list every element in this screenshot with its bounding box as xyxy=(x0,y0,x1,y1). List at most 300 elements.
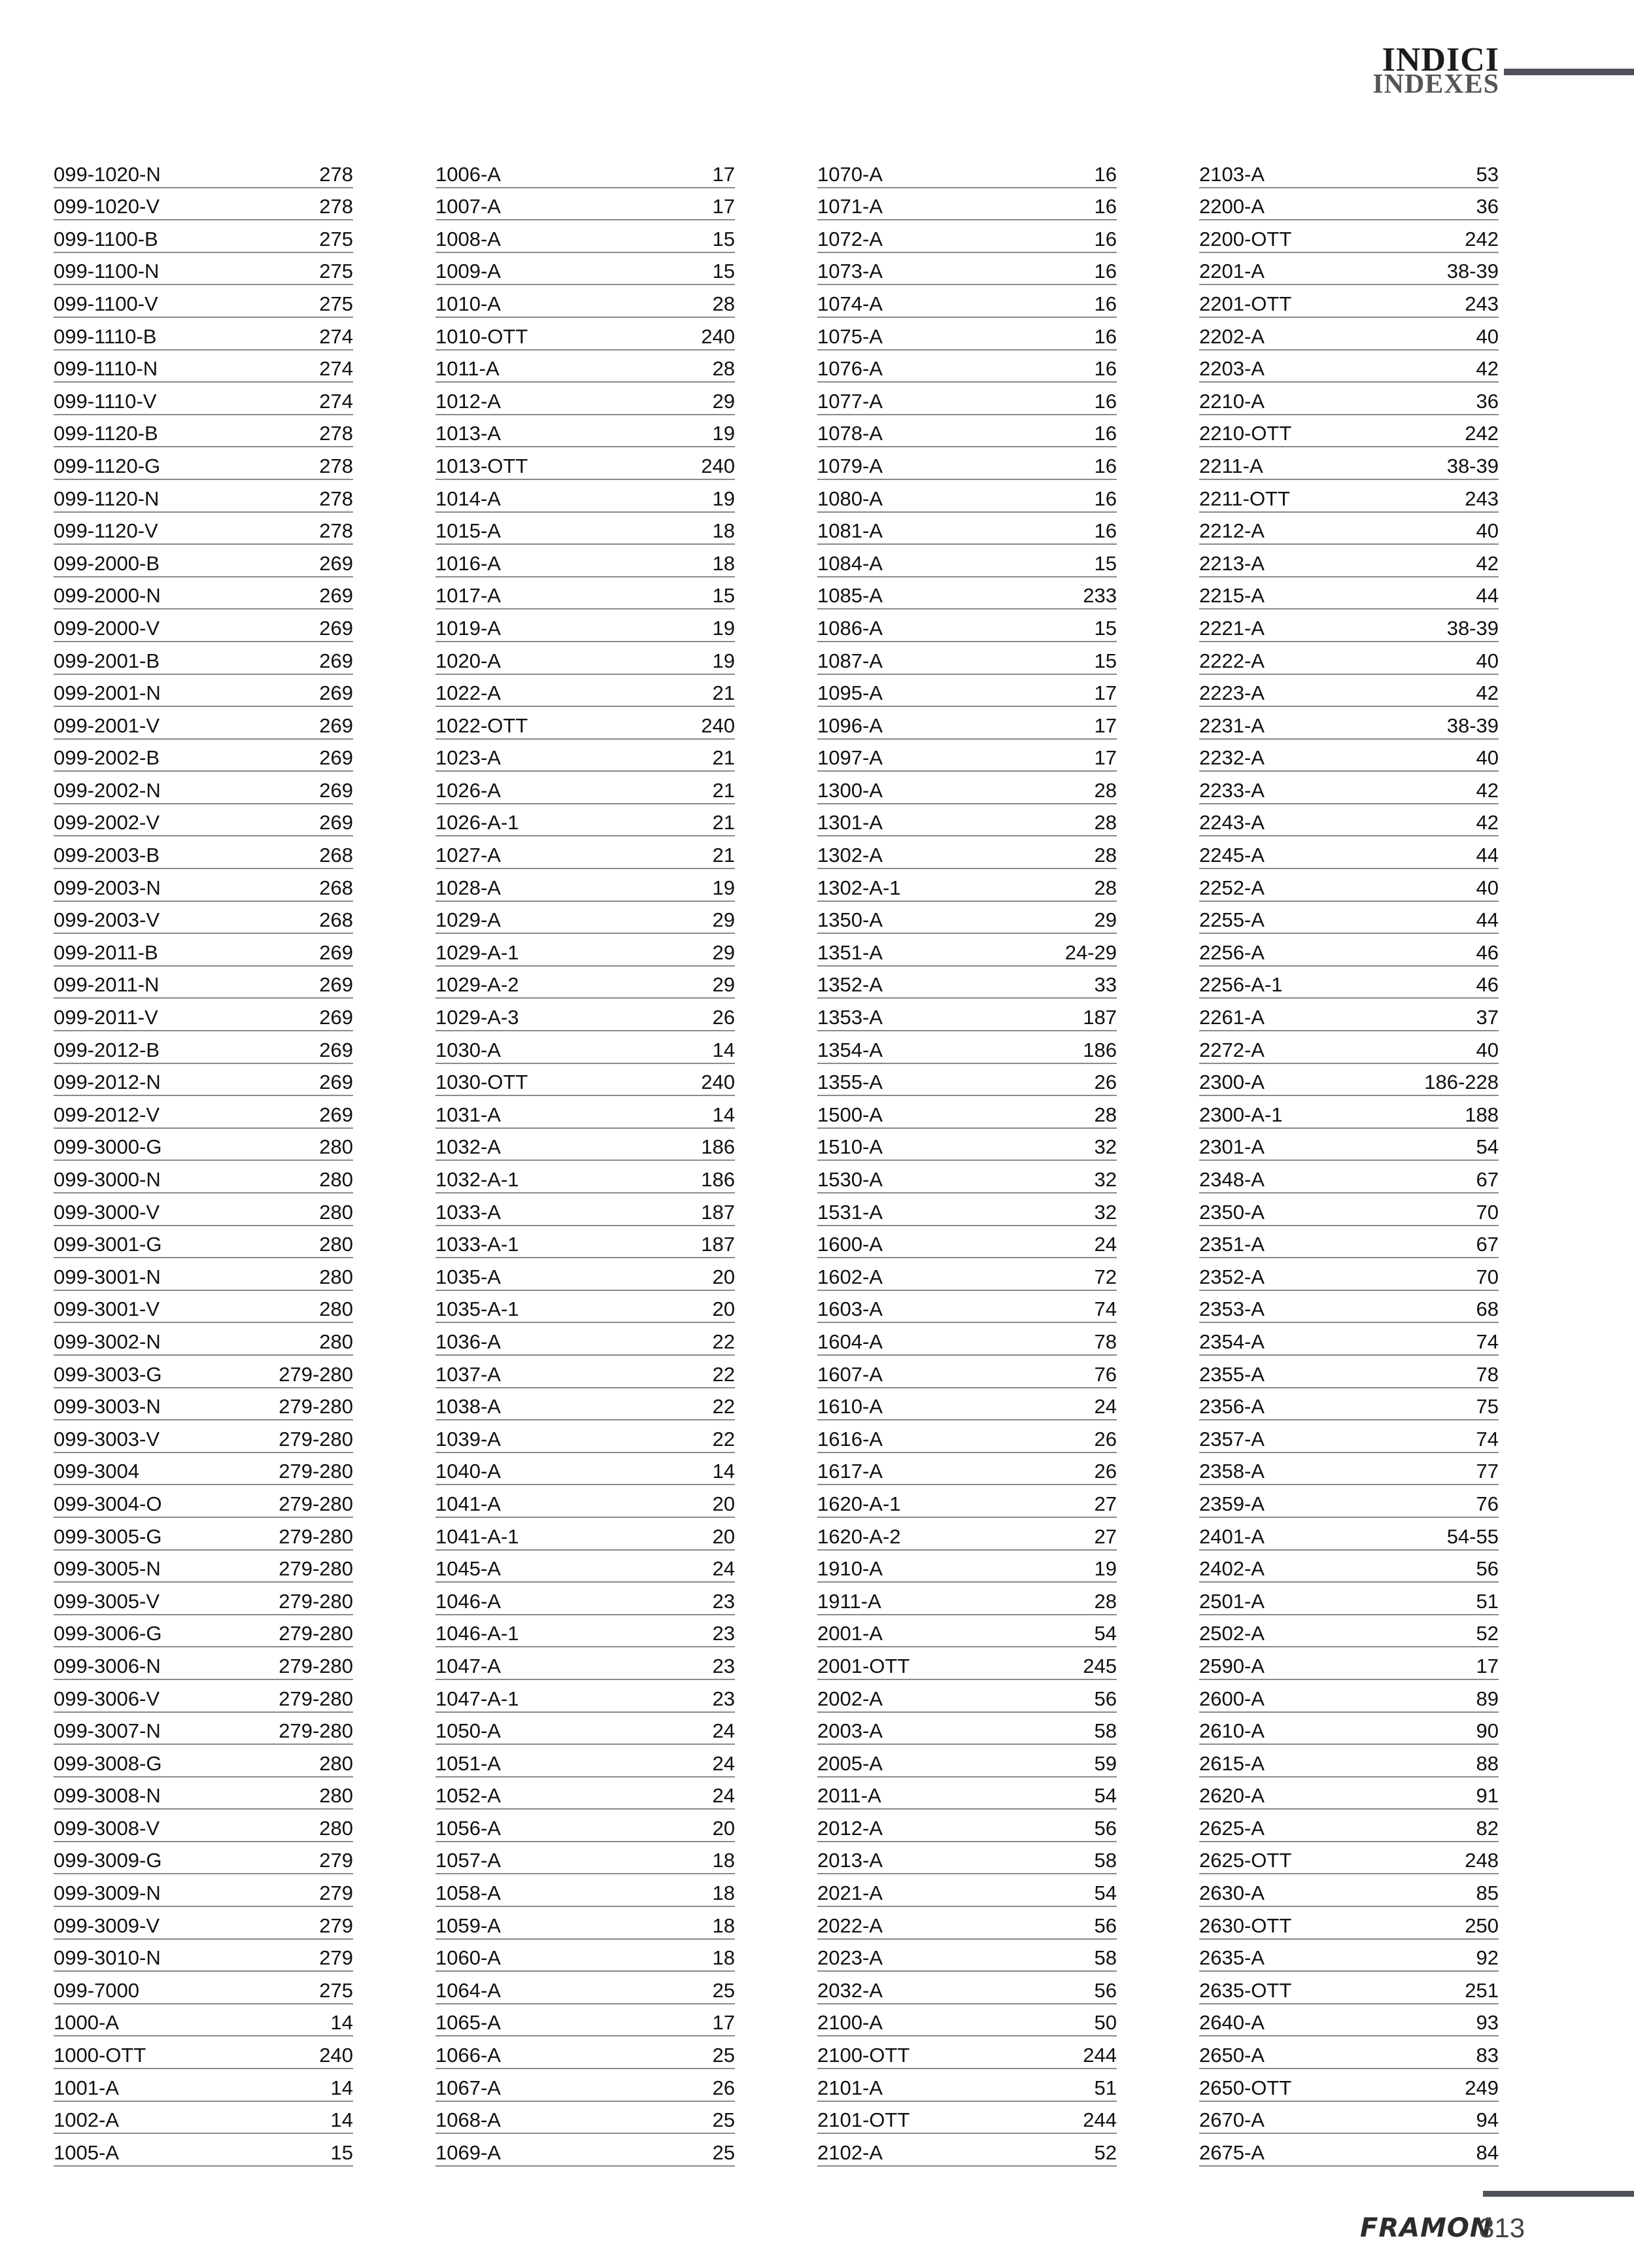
page-reference: 22 xyxy=(712,1362,735,1386)
product-code: 1016-A xyxy=(435,551,501,575)
product-code: 1039-A xyxy=(435,1427,501,1451)
product-code: 1047-A xyxy=(435,1654,501,1677)
product-code: 2356-A xyxy=(1199,1395,1265,1418)
product-code: 099-3003-V xyxy=(54,1427,160,1451)
product-code: 1022-A xyxy=(435,681,501,705)
index-entry xyxy=(435,804,735,837)
product-code: 1531-A xyxy=(817,1200,883,1224)
product-code: 1617-A xyxy=(817,1460,883,1483)
index-entry xyxy=(435,2036,735,2069)
index-entry xyxy=(817,2004,1117,2037)
page-reference: 56 xyxy=(1094,1816,1117,1840)
index-entry xyxy=(817,642,1117,675)
index-entry xyxy=(1199,902,1499,935)
product-code: 2021-A xyxy=(817,1881,883,1905)
product-code: 099-3003-N xyxy=(54,1395,161,1418)
product-code: 1032-A-1 xyxy=(435,1168,519,1191)
index-column-1 xyxy=(54,156,353,2167)
product-code: 1035-A-1 xyxy=(435,1297,519,1321)
product-code: 099-2001-N xyxy=(54,681,161,705)
product-code: 099-2002-V xyxy=(54,811,160,834)
index-entry xyxy=(435,707,735,740)
index-entry xyxy=(435,740,735,772)
product-code: 2502-A xyxy=(1199,1622,1265,1645)
index-entry xyxy=(817,2036,1117,2069)
index-entry xyxy=(54,1842,353,1875)
page-reference: 54 xyxy=(1094,1784,1117,1808)
product-code: 1058-A xyxy=(435,1881,501,1905)
product-code: 1075-A xyxy=(817,324,883,348)
index-entry xyxy=(1199,2102,1499,2135)
index-entry xyxy=(817,318,1117,351)
index-column-4 xyxy=(1199,156,1499,2167)
index-entry xyxy=(435,1615,735,1648)
page-reference: 44 xyxy=(1476,584,1499,608)
page-reference: 36 xyxy=(1476,389,1499,413)
index-entry xyxy=(817,383,1117,415)
product-code: 2001-A xyxy=(817,1622,883,1645)
product-code: 099-3001-V xyxy=(54,1297,160,1321)
product-code: 2002-A xyxy=(817,1687,883,1710)
product-code: 1017-A xyxy=(435,584,501,608)
product-code: 1028-A xyxy=(435,876,501,899)
page-reference: 269 xyxy=(319,778,353,802)
page-reference: 20 xyxy=(712,1492,735,1515)
page-reference: 29 xyxy=(712,389,735,413)
page-reference: 90 xyxy=(1476,1719,1499,1743)
index-entry xyxy=(435,1096,735,1129)
index-entry xyxy=(435,1940,735,1972)
page-reference: 26 xyxy=(712,1006,735,1029)
page-reference: 279-280 xyxy=(279,1557,353,1581)
index-entry xyxy=(54,1194,353,1226)
index-entry xyxy=(817,1778,1117,1810)
product-code: 2635-A xyxy=(1199,1946,1265,1970)
page-reference: 274 xyxy=(319,324,353,348)
index-entry xyxy=(1199,740,1499,772)
product-code: 2252-A xyxy=(1199,876,1265,899)
page-reference: 279-280 xyxy=(279,1654,353,1677)
page-reference: 269 xyxy=(319,681,353,705)
product-code: 1300-A xyxy=(817,778,883,802)
product-code: 1026-A-1 xyxy=(435,811,519,834)
product-code: 1022-OTT xyxy=(435,713,528,737)
product-code: 1610-A xyxy=(817,1395,883,1418)
index-entry xyxy=(1199,1031,1499,1064)
index-entry xyxy=(1199,675,1499,708)
index-entry xyxy=(435,1453,735,1486)
product-code: 1355-A xyxy=(817,1071,883,1094)
page-reference: 52 xyxy=(1476,1622,1499,1645)
page-reference: 186 xyxy=(701,1135,735,1159)
product-code: 1029-A-3 xyxy=(435,1006,519,1029)
index-entry xyxy=(1199,1810,1499,1842)
index-entry xyxy=(435,513,735,545)
index-entry xyxy=(817,1323,1117,1356)
product-code: 2100-OTT xyxy=(817,2044,910,2067)
index-entry xyxy=(1199,999,1499,1031)
footer-rule xyxy=(1483,2191,1634,2197)
index-entry xyxy=(1199,351,1499,383)
product-code: 1074-A xyxy=(817,292,883,315)
page-reference: 40 xyxy=(1476,746,1499,770)
index-entry xyxy=(435,1583,735,1615)
index-entry xyxy=(54,513,353,545)
brand-logo: FRAMON xyxy=(1360,2213,1493,2243)
product-code: 1081-A xyxy=(817,519,883,543)
page-reference: 269 xyxy=(319,1006,353,1029)
product-code: 2256-A xyxy=(1199,940,1265,964)
page-reference: 26 xyxy=(712,2076,735,2099)
header-rule xyxy=(1504,69,1634,75)
page-reference: 77 xyxy=(1476,1460,1499,1483)
page-reference: 19 xyxy=(712,649,735,672)
page-reference: 268 xyxy=(319,844,353,867)
product-code: 1008-A xyxy=(435,227,501,250)
product-code: 099-3001-G xyxy=(54,1233,162,1256)
product-code: 099-1100-N xyxy=(54,260,160,283)
index-entry xyxy=(817,1940,1117,1972)
index-entry xyxy=(54,675,353,708)
product-code: 1032-A xyxy=(435,1135,501,1159)
product-code: 1010-A xyxy=(435,292,501,315)
page-reference: 21 xyxy=(712,746,735,770)
product-code: 1040-A xyxy=(435,1460,501,1483)
page-reference: 28 xyxy=(1094,811,1117,834)
product-code: 2001-OTT xyxy=(817,1654,910,1677)
product-code: 1005-A xyxy=(54,2140,119,2164)
page-reference: 251 xyxy=(1465,1978,1499,2002)
index-entry xyxy=(54,2134,353,2167)
index-entry xyxy=(435,1323,735,1356)
product-code: 2358-A xyxy=(1199,1460,1265,1483)
index-entry xyxy=(1199,513,1499,545)
page-reference: 278 xyxy=(319,487,353,510)
page-reference: 75 xyxy=(1476,1395,1499,1418)
product-code: 1002-A xyxy=(54,2108,119,2132)
page-reference: 29 xyxy=(1094,908,1117,932)
page-reference: 269 xyxy=(319,1103,353,1126)
product-code: 099-2000-N xyxy=(54,584,161,608)
product-code: 1029-A xyxy=(435,908,501,932)
product-code: 099-2012-N xyxy=(54,1071,161,1094)
product-code: 1302-A xyxy=(817,844,883,867)
product-code: 2013-A xyxy=(817,1849,883,1872)
product-code: 099-3008-V xyxy=(54,1816,160,1840)
index-entry xyxy=(435,188,735,221)
page-reference: 28 xyxy=(1094,844,1117,867)
page-reference: 240 xyxy=(701,713,735,737)
product-code: 2233-A xyxy=(1199,778,1265,802)
index-entry xyxy=(1199,1161,1499,1194)
page-reference: 78 xyxy=(1094,1330,1117,1353)
index-entry xyxy=(817,513,1117,545)
index-entry xyxy=(435,869,735,902)
product-code: 1020-A xyxy=(435,649,501,672)
product-code: 1096-A xyxy=(817,713,883,737)
index-entry xyxy=(817,999,1117,1031)
product-code: 2103-A xyxy=(1199,162,1265,186)
product-code: 1616-A xyxy=(817,1427,883,1451)
index-entry xyxy=(54,999,353,1031)
index-entry xyxy=(54,1129,353,1161)
product-code: 1050-A xyxy=(435,1719,501,1743)
page-reference: 42 xyxy=(1476,357,1499,381)
index-entry xyxy=(817,1031,1117,1064)
page-reference: 269 xyxy=(319,811,353,834)
page-reference: 53 xyxy=(1476,162,1499,186)
page-reference: 26 xyxy=(1094,1460,1117,1483)
product-code: 1607-A xyxy=(817,1362,883,1386)
product-code: 099-3010-N xyxy=(54,1946,161,1970)
product-code: 2101-A xyxy=(817,2076,883,2099)
product-code: 1071-A xyxy=(817,195,883,218)
page-reference: 22 xyxy=(712,1427,735,1451)
index-entry xyxy=(435,902,735,935)
product-code: 2300-A-1 xyxy=(1199,1103,1283,1126)
index-entry xyxy=(1199,253,1499,286)
index-entry xyxy=(435,2004,735,2037)
page-reference: 15 xyxy=(1094,551,1117,575)
index-entry xyxy=(1199,415,1499,448)
product-code: 1620-A-2 xyxy=(817,1524,901,1548)
product-code: 1600-A xyxy=(817,1233,883,1256)
index-entry xyxy=(435,480,735,513)
page-reference: 15 xyxy=(712,227,735,250)
index-entry xyxy=(435,1258,735,1291)
index-entry xyxy=(54,1940,353,1972)
page-reference: 74 xyxy=(1094,1297,1117,1321)
page-reference: 18 xyxy=(712,551,735,575)
product-code: 1013-OTT xyxy=(435,454,528,477)
product-code: 1060-A xyxy=(435,1946,501,1970)
page-reference: 42 xyxy=(1476,681,1499,705)
page-reference: 32 xyxy=(1094,1200,1117,1224)
index-entry xyxy=(817,1907,1117,1940)
product-code: 2213-A xyxy=(1199,551,1265,575)
product-code: 2211-OTT xyxy=(1199,487,1290,510)
page-reference: 25 xyxy=(712,2044,735,2067)
index-entry xyxy=(435,1420,735,1453)
page-reference: 279-280 xyxy=(279,1362,353,1386)
index-entry xyxy=(1199,285,1499,318)
product-code: 2102-A xyxy=(817,2140,883,2164)
index-entry xyxy=(435,642,735,675)
product-code: 1019-A xyxy=(435,616,501,640)
page-reference: 248 xyxy=(1465,1849,1499,1872)
page-reference: 88 xyxy=(1476,1751,1499,1775)
index-entry xyxy=(1199,1615,1499,1648)
index-entry xyxy=(1199,318,1499,351)
product-code: 099-3002-N xyxy=(54,1330,161,1353)
product-code: 2402-A xyxy=(1199,1557,1265,1581)
index-entry xyxy=(1199,1972,1499,2004)
page-reference: 250 xyxy=(1465,1914,1499,1937)
product-code: 2625-A xyxy=(1199,1816,1265,1840)
index-entry xyxy=(54,253,353,286)
product-code: 099-1110-V xyxy=(54,389,157,413)
index-entry xyxy=(435,220,735,253)
page-reference: 38-39 xyxy=(1446,713,1499,737)
index-entry xyxy=(435,836,735,869)
page-reference: 279-280 xyxy=(279,1622,353,1645)
index-entry xyxy=(54,804,353,837)
page-reference: 40 xyxy=(1476,324,1499,348)
index-entry xyxy=(435,1291,735,1324)
product-code: 2300-A xyxy=(1199,1071,1265,1094)
product-code: 2222-A xyxy=(1199,649,1265,672)
product-code: 2231-A xyxy=(1199,713,1265,737)
index-entry xyxy=(1199,1647,1499,1680)
page-reference: 279-280 xyxy=(279,1492,353,1515)
product-code: 1068-A xyxy=(435,2108,501,2132)
page-reference: 28 xyxy=(1094,778,1117,802)
index-entry xyxy=(54,285,353,318)
page-reference: 28 xyxy=(1094,1103,1117,1126)
product-code: 1056-A xyxy=(435,1816,501,1840)
page-reference: 44 xyxy=(1476,844,1499,867)
page-reference: 27 xyxy=(1094,1524,1117,1548)
page-reference: 16 xyxy=(1094,292,1117,315)
index-entry xyxy=(1199,480,1499,513)
page-reference: 50 xyxy=(1094,2011,1117,2035)
page-reference: 70 xyxy=(1476,1200,1499,1224)
product-code: 1026-A xyxy=(435,778,501,802)
product-code: 099-1020-N xyxy=(54,162,161,186)
index-entry xyxy=(1199,383,1499,415)
index-entry xyxy=(817,1874,1117,1907)
product-code: 1911-A xyxy=(817,1589,881,1613)
product-code: 2352-A xyxy=(1199,1265,1265,1288)
page-reference: 58 xyxy=(1094,1849,1117,1872)
index-entry xyxy=(435,2134,735,2167)
page-reference: 15 xyxy=(712,584,735,608)
index-entry xyxy=(1199,220,1499,253)
product-code: 1070-A xyxy=(817,162,883,186)
index-entry xyxy=(435,1388,735,1421)
page-reference: 37 xyxy=(1476,1006,1499,1029)
index-entry xyxy=(1199,2069,1499,2102)
page-reference: 27 xyxy=(1094,1492,1117,1515)
page-reference: 21 xyxy=(712,811,735,834)
product-code: 2032-A xyxy=(817,1978,883,2002)
product-code: 2348-A xyxy=(1199,1168,1265,1191)
index-entry xyxy=(1199,1226,1499,1259)
page-reference: 14 xyxy=(330,2076,353,2099)
index-entry xyxy=(54,1031,353,1064)
index-entry xyxy=(435,1518,735,1551)
product-code: 1350-A xyxy=(817,908,883,932)
product-code: 1500-A xyxy=(817,1103,883,1126)
index-entry xyxy=(817,1485,1117,1518)
index-entry xyxy=(1199,1323,1499,1356)
page-reference: 15 xyxy=(330,2140,353,2164)
index-entry xyxy=(817,1356,1117,1388)
index-entry xyxy=(817,1842,1117,1875)
page-reference: 24 xyxy=(712,1719,735,1743)
product-code: 1078-A xyxy=(817,422,883,445)
product-code: 099-3000-V xyxy=(54,1200,160,1224)
index-entry xyxy=(1199,1291,1499,1324)
product-code: 1302-A-1 xyxy=(817,876,901,899)
page-reference: 25 xyxy=(712,2108,735,2132)
page-reference: 280 xyxy=(319,1135,353,1159)
page-reference: 16 xyxy=(1094,487,1117,510)
page-reference: 269 xyxy=(319,940,353,964)
product-code: 1015-A xyxy=(435,519,501,543)
index-entry xyxy=(435,1647,735,1680)
product-code: 1085-A xyxy=(817,584,883,608)
product-code: 1006-A xyxy=(435,162,501,186)
page-reference: 46 xyxy=(1476,940,1499,964)
product-code: 2640-A xyxy=(1199,2011,1265,2035)
product-code: 1013-A xyxy=(435,422,501,445)
page-reference: 275 xyxy=(319,1978,353,2002)
page-reference: 269 xyxy=(319,584,353,608)
index-entry xyxy=(54,772,353,804)
page-reference: 22 xyxy=(712,1330,735,1353)
page-reference: 85 xyxy=(1476,1881,1499,1905)
page-reference: 269 xyxy=(319,713,353,737)
page-reference: 280 xyxy=(319,1816,353,1840)
product-code: 1051-A xyxy=(435,1751,501,1775)
index-entry xyxy=(817,902,1117,935)
page-reference: 279 xyxy=(319,1881,353,1905)
product-code: 1095-A xyxy=(817,681,883,705)
index-entry xyxy=(435,772,735,804)
page-reference: 278 xyxy=(319,519,353,543)
page-reference: 16 xyxy=(1094,389,1117,413)
index-entry xyxy=(817,1680,1117,1713)
index-entry xyxy=(1199,2134,1499,2167)
product-code: 099-7000 xyxy=(54,1978,140,2002)
product-code: 099-3009-V xyxy=(54,1914,160,1937)
product-code: 1301-A xyxy=(817,811,883,834)
index-entry xyxy=(54,2004,353,2037)
index-entry xyxy=(435,1842,735,1875)
index-entry xyxy=(817,156,1117,188)
product-code: 1069-A xyxy=(435,2140,501,2164)
index-entry xyxy=(1199,1096,1499,1129)
index-entry xyxy=(1199,1518,1499,1551)
product-code: 1602-A xyxy=(817,1265,883,1288)
page-reference: 242 xyxy=(1465,422,1499,445)
page-reference: 187 xyxy=(701,1200,735,1224)
index-entry xyxy=(1199,869,1499,902)
page-reference: 240 xyxy=(701,1071,735,1094)
page-reference: 269 xyxy=(319,746,353,770)
product-code: 2245-A xyxy=(1199,844,1265,867)
page-reference: 279 xyxy=(319,1946,353,1970)
index-entry xyxy=(54,2069,353,2102)
index-entry xyxy=(54,1551,353,1583)
page-reference: 91 xyxy=(1476,1784,1499,1808)
page-reference: 280 xyxy=(319,1168,353,1191)
page-reference: 76 xyxy=(1476,1492,1499,1515)
product-code: 2401-A xyxy=(1199,1524,1265,1548)
index-entry xyxy=(817,967,1117,999)
index-entry xyxy=(1199,1551,1499,1583)
page-reference: 68 xyxy=(1476,1297,1499,1321)
index-entry xyxy=(435,2069,735,2102)
index-entry xyxy=(817,2134,1117,2167)
page-reference: 18 xyxy=(712,1946,735,1970)
page-reference: 269 xyxy=(319,649,353,672)
page-reference: 42 xyxy=(1476,811,1499,834)
page-reference: 275 xyxy=(319,227,353,250)
product-code: 1047-A-1 xyxy=(435,1687,519,1710)
page-reference: 18 xyxy=(712,1849,735,1872)
